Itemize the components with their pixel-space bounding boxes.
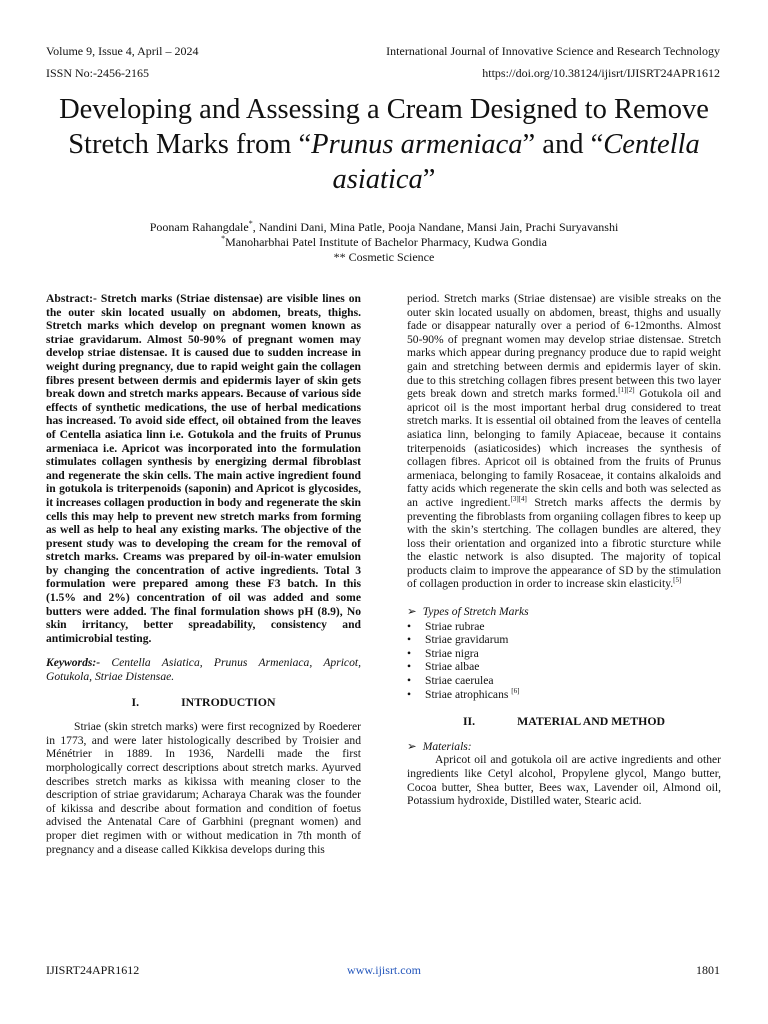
footer-website-link[interactable]: www.ijisrt.com [347, 963, 421, 977]
footer-page-number: 1801 [696, 963, 720, 977]
list-item-text: Striae albae [425, 660, 480, 674]
lead-author: Poonam Rahangdale [149, 220, 249, 234]
bullet-icon: • [407, 674, 412, 688]
list-item-text: Striae rubrae [425, 619, 485, 633]
footer-paper-id: IJISRT24APR1612 [46, 963, 140, 977]
affiliation [40, 235, 728, 250]
types-heading [407, 605, 721, 619]
para-text-2: Gotukola oil and apricot oil is the most important herbal drug considered to treat stretch marks. It is essential oil obtained from the leaves of centella asiatica linn, belonging to family Apiaceae, because it contains triterpenoids (asiaticosides) which increases the synthesis of collagen fibres. Apricot oil is obtained from the fruits of Prunus armeniaca, belonging to family Rosaceae, it contains alkaloids and fatty acids which regenerate the skin cells and both was selected as an active ingredient. [407, 387, 721, 509]
list-item [407, 647, 721, 661]
section-title: INTRODUCTION [181, 694, 276, 709]
affiliation-mark: * [221, 234, 226, 243]
paper-title [30, 92, 738, 197]
list-item-text: Striae nigra [425, 646, 479, 660]
list-item-text: Striae gravidarum [425, 633, 509, 647]
left-column [46, 292, 361, 856]
affiliation-note: ** Cosmetic Science [333, 250, 435, 264]
journal-name: International Journal of Innovative Science and Research Technology [386, 44, 720, 58]
bullet-icon: • [407, 687, 412, 701]
bullet-icon: • [407, 660, 412, 674]
author-list [40, 220, 728, 235]
keywords-text: Centella Asiatica, Prunus Armeniaca, Apricot, Gotukola, Striae Distensae. [46, 656, 361, 684]
title-italic-centella: Centella asiatica [332, 129, 700, 195]
lead-author-mark: * [248, 219, 253, 228]
materials-paragraph: Apricot oil and gotukola oil are active ingredients and other ingredients like Cetyl alcohol, Propylene glycol, Mango butter, Cocoa butter, Shea butter, Bees wax, Lavender oil, Almond oil, Potassium hydroxide, Distilled water, Stearic acid. [407, 753, 721, 808]
arrow-bullet-icon: ➢ [407, 605, 417, 619]
title-italic-prunus: Prunus armeniaca [311, 129, 523, 160]
arrow-bullet-icon: ➢ [407, 739, 417, 753]
section-number: I. [131, 694, 140, 709]
citation: [5] [673, 576, 682, 585]
citation: [3][4] [510, 495, 527, 504]
types-list [407, 620, 721, 702]
keywords [46, 656, 361, 683]
materials-heading-text: Materials: [422, 739, 472, 753]
author-block [40, 220, 728, 265]
title-part-1: Developing and Assessing a Cream Designed to Remove Stretch Marks from “ [59, 94, 709, 160]
section-number: II. [462, 714, 476, 729]
citation: [6] [511, 686, 520, 695]
doi-link-text[interactable]: https://doi.org/10.38124/ijisrt/IJISRT24APR1612 [482, 66, 720, 80]
list-item-text: Striae atrophicans [425, 687, 509, 701]
abstract: Abstract:- Stretch marks (Striae distensae) are visible lines on the outer skin located usually on abdomen, breats, thighs. Stretch marks which develop on pregnant women known as striae gravidarum. Almost 50-90% of pregnant women may develop striae distensae. It is caused due to sudden increase in weight during pregnancy, due to rapid weight gain the collagen fibres present between dermis and epidermis layer of skin gets break down and stretch marks appears. Because of various side effects of synthetic medications, the use of herbal medications has increased. To avoid side effect, oil obtained from the leaves of Centella asiatica linn i.e. Gotukola and the fruits of Prunus armeniaca i.e. Apricot was incorporated into the formulation stimulates collagen synthesis by energizing dermal fibroblast and regenerate the skin cells. The main active ingredient found in gotukola is triterpenoids (saponin) and Apricot is glycosides, it increases collagen production in body and regenerate the skin cells this may help to prevent new stretch marks from forming as well as help to heal any existing marks. The objective of the present study was to developing the cream for the removal of stretch marks. Creams was prepared by oil-in-water emulsion by changing the concentration of active ingredients. Total 3 formulation were prepared among these F3 batch. In this (1.5% and 2%) concentration of oil was added and some butters were added. The final formulation shows pH (8.9), No skin irritancy, better spreadability, consistency and antimicrobial testing. [46, 292, 361, 645]
bullet-icon: • [407, 633, 412, 647]
section-title: MATERIAL AND METHOD [517, 714, 666, 729]
intro-paragraph: Striae (skin stretch marks) were first recognized by Roederer in 1773, and were later histologically described by Troisier and Ménétrier in 1889. In 1936, Nardelli made the first morphologically correct descriptions about stretch marks. Ayurved describes stretch marks as kikissa with meaning closer to the description of striae gravidarum; Acharaya Charak was the founder of kikissa and describe about formation and condition of foetus advised the Antenatal Care of Garbhini (pregnant women) and proper diet regimen with or without medication in 7th month of pregnancy and a disease called Kikkisa develops during this [46, 720, 361, 856]
title-part-2: ” and “ [522, 129, 604, 160]
para-text-3: Stretch marks affects the dermis by preventing the fibroblasts from organiing collagen fibres to keep up with the skin’s stertching. The collagen bundles are altered, they loss their orientation and organized into a fibrotic sturcture while the elastic network is also disupted. The majority of topical products claim to improve the appearance of SD by the stimulation of collagen production in order to increase skin elasticity. [407, 495, 721, 591]
right-column [407, 292, 721, 808]
materials-heading [407, 740, 721, 754]
affiliation-text: Manoharbhai Patel Institute of Bachelor Pharmacy, Kudwa Gondia [225, 235, 547, 249]
doi-link[interactable] [482, 66, 720, 81]
intro-continued-paragraph [407, 292, 721, 591]
list-item [407, 674, 721, 688]
bullet-icon: • [407, 646, 412, 660]
issn: ISSN No:-2456-2165 [46, 66, 150, 80]
volume-info: Volume 9, Issue 4, April – 2024 [46, 44, 199, 58]
citation: [1][2] [618, 386, 635, 395]
co-authors: , Nandini Dani, Mina Patle, Pooja Nandane, Mansi Jain, Prachi Suryavanshi [252, 220, 619, 234]
list-item-text: Striae caerulea [425, 674, 494, 688]
keywords-label: Keywords:- [46, 656, 101, 670]
bullet-icon: • [407, 619, 412, 633]
section-heading-material-method [407, 715, 721, 729]
list-item [407, 688, 721, 702]
types-heading-text: Types of Stretch Marks [422, 605, 529, 619]
list-item [407, 620, 721, 634]
section-heading-introduction [46, 696, 361, 710]
title-part-3: ” [422, 164, 436, 195]
list-item [407, 633, 721, 647]
para-text-1: period. Stretch marks (Striae distensae) are visible streaks on the outer skin located usually on abdomen, breast, thighs and usually fade or disappear naturally over a period of 6-12months. Almost 50-90% of pregnant women may develop striae distensae. Stretch marks which appear during pregnancy produce due to rapid weight gain and stretching between dermis and epidermis layer of skin. due to this stretching collagen fibres present between this two layer gets break down and stretch marks formed. [407, 292, 721, 401]
list-item [407, 660, 721, 674]
